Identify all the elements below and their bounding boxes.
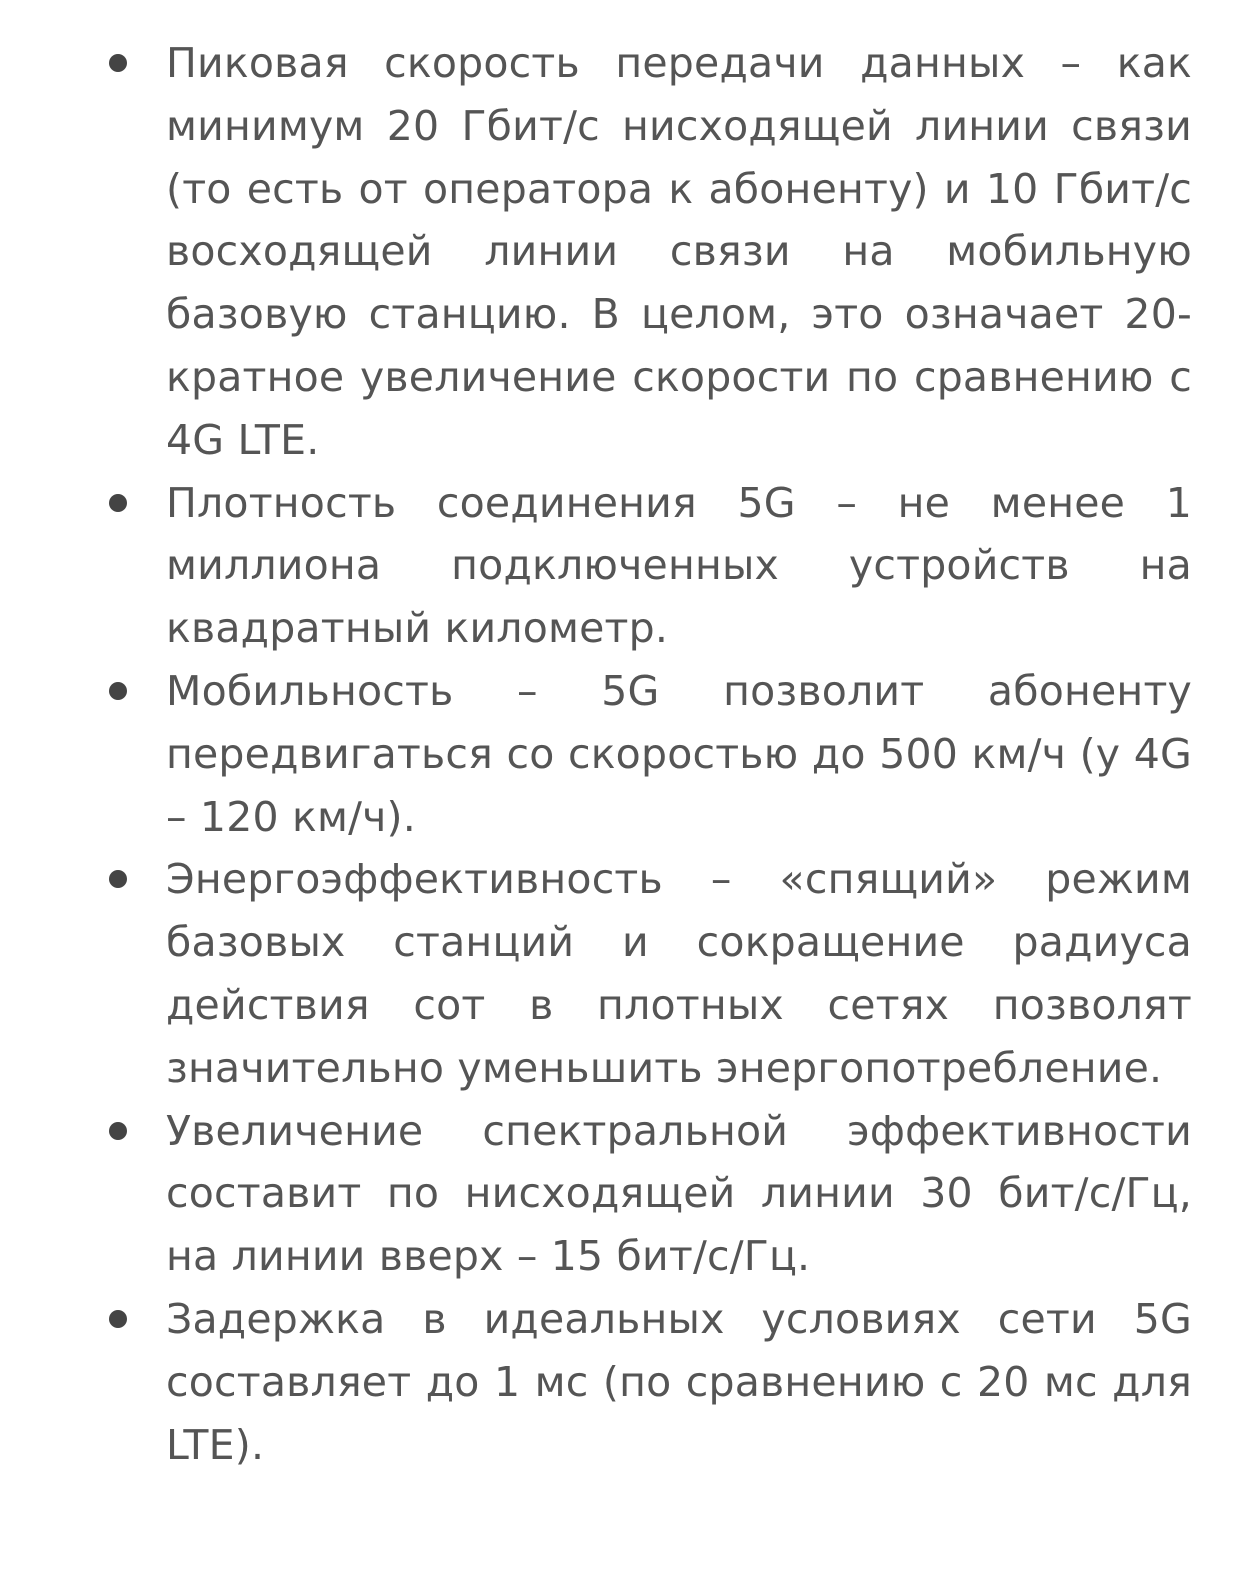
bullet-text: Увеличение спектральной эффективности составит по нисходящей линии 30 бит/с/Гц, на линии вверх – 15 бит/с/Гц. bbox=[166, 1106, 1192, 1281]
list-item bbox=[166, 32, 1192, 472]
bullet-list bbox=[166, 32, 1192, 1476]
bullet-icon bbox=[109, 1310, 127, 1328]
bullet-text: Плотность соединения 5G – не менее 1 миллиона подключенных устройств на квадратный километр. bbox=[166, 478, 1192, 653]
list-item bbox=[166, 1288, 1192, 1476]
bullet-icon bbox=[109, 1122, 127, 1140]
bullet-text: Энергоэффективность – «спящий» режим базовых станций и сокращение радиуса действия сот в плотных сетях позволят значительно уменьшить энергопотребление. bbox=[166, 855, 1192, 1092]
list-item bbox=[166, 848, 1192, 1099]
list-item bbox=[166, 660, 1192, 848]
bullet-text: Задержка в идеальных условиях сети 5G составляет до 1 мс (по сравнению с 20 мс для LTE). bbox=[166, 1294, 1192, 1469]
list-item bbox=[166, 1100, 1192, 1288]
bullet-icon bbox=[109, 54, 127, 72]
list-item bbox=[166, 472, 1192, 660]
bullet-text: Мобильность – 5G позволит абоненту передвигаться со скоростью до 500 км/ч (у 4G – 120 км/ч). bbox=[166, 666, 1192, 841]
bullet-icon bbox=[109, 682, 127, 700]
bullet-text: Пиковая скорость передачи данных – как минимум 20 Гбит/с нисходящей линии связи (то есть от оператора к абоненту) и 10 Гбит/с восходящей линии связи на мобильную базовую станцию. В целом, это означает 20-кратное увеличение скорости по сравнению с 4G LTE. bbox=[166, 39, 1192, 464]
bullet-icon bbox=[109, 870, 127, 888]
bullet-icon bbox=[109, 494, 127, 512]
